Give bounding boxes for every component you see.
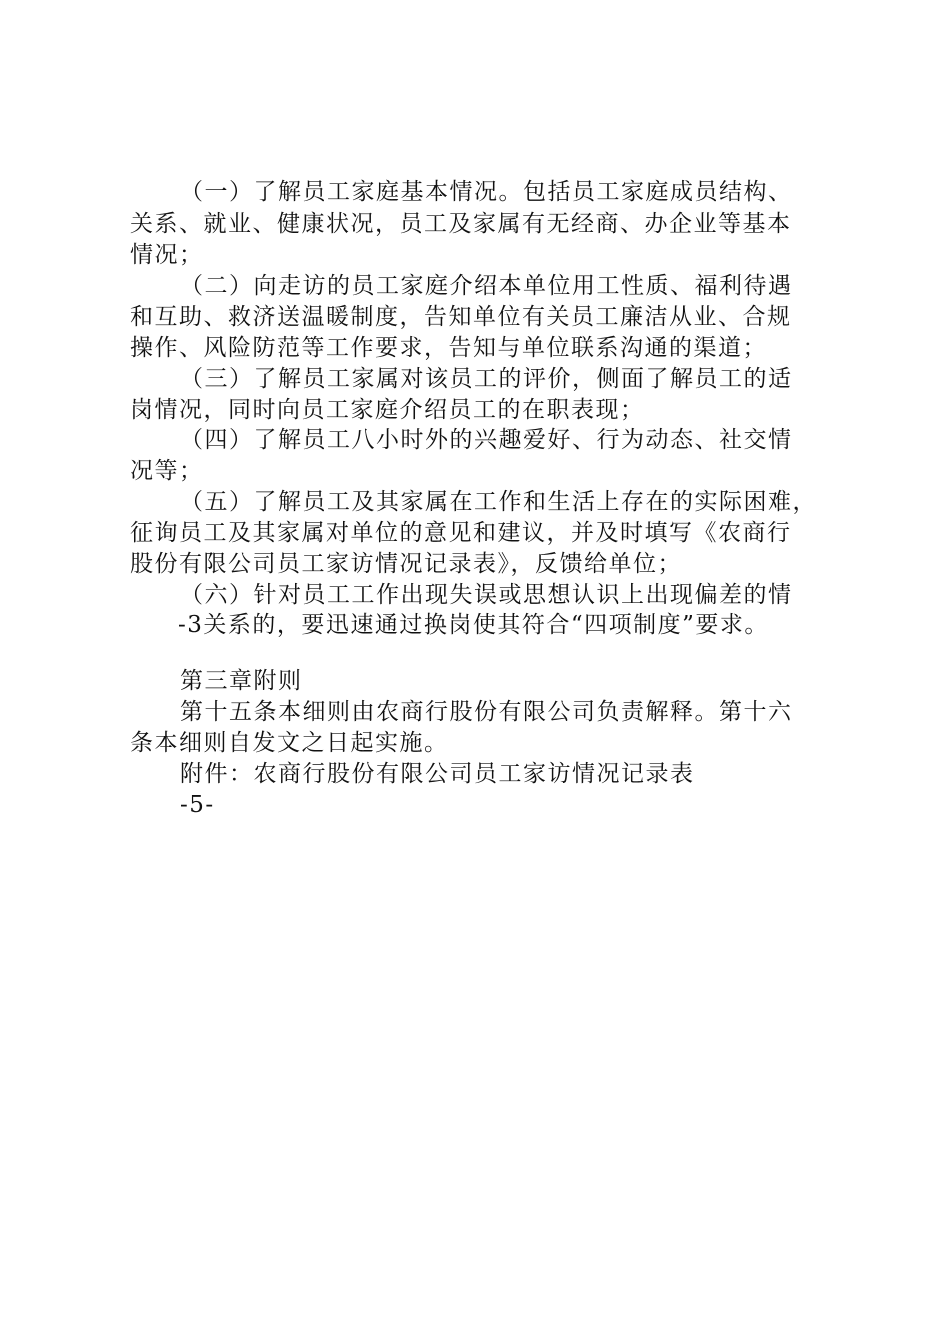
item1-line1: （一）了解员工家庭基本情况。包括员工家庭成员结构、 [180, 179, 793, 205]
item2-line2: 和互助、救济送温暖制度，告知单位有关员工廉洁从业、合规 [130, 304, 792, 330]
attachment-line: 附件：农商行股份有限公司员工家访情况记录表 [180, 761, 695, 787]
item2-line3: 操作、风险防范等工作要求，告知与单位联系沟通的渠道； [130, 335, 767, 361]
item3-line1: （三）了解员工家属对该员工的评价，侧面了解员工的适 [180, 366, 793, 392]
item1-line2: 关系、就业、健康状况，员工及家属有无经商、办企业等基本 [130, 211, 792, 237]
page-number: -5- [180, 792, 215, 818]
item4-line2: 况等； [130, 458, 204, 484]
item5-line2: 征询员工及其家属对单位的意见和建议，并及时填写《农商行 [130, 520, 792, 546]
item4-line1: （四）了解员工八小时外的兴趣爱好、行为动态、社交情 [180, 427, 793, 453]
item5-line1: （五）了解员工及其家属在工作和生活上存在的实际困难， [180, 489, 817, 515]
item6-line2: -3关系的，要迅速通过换岗使其符合“四项制度”要求。 [178, 612, 769, 638]
item3-line2: 岗情况，同时向员工家庭介绍员工的在职表现； [130, 397, 645, 423]
item6-line1: （六）针对员工工作出现失误或思想认识上出现偏差的情 [180, 582, 793, 608]
chapter-heading: 第三章附则 [180, 668, 303, 694]
item2-line1: （二）向走访的员工家庭介绍本单位用工性质、福利待遇 [180, 273, 793, 299]
article15-line1: 第十五条本细则由农商行股份有限公司负责解释。第十六 [180, 699, 793, 725]
item1-line3: 情况； [130, 242, 204, 268]
item5-line3: 股份有限公司员工家访情况记录表》，反馈给单位； [130, 551, 682, 577]
article15-line2: 条本细则自发文之日起实施。 [130, 730, 449, 756]
